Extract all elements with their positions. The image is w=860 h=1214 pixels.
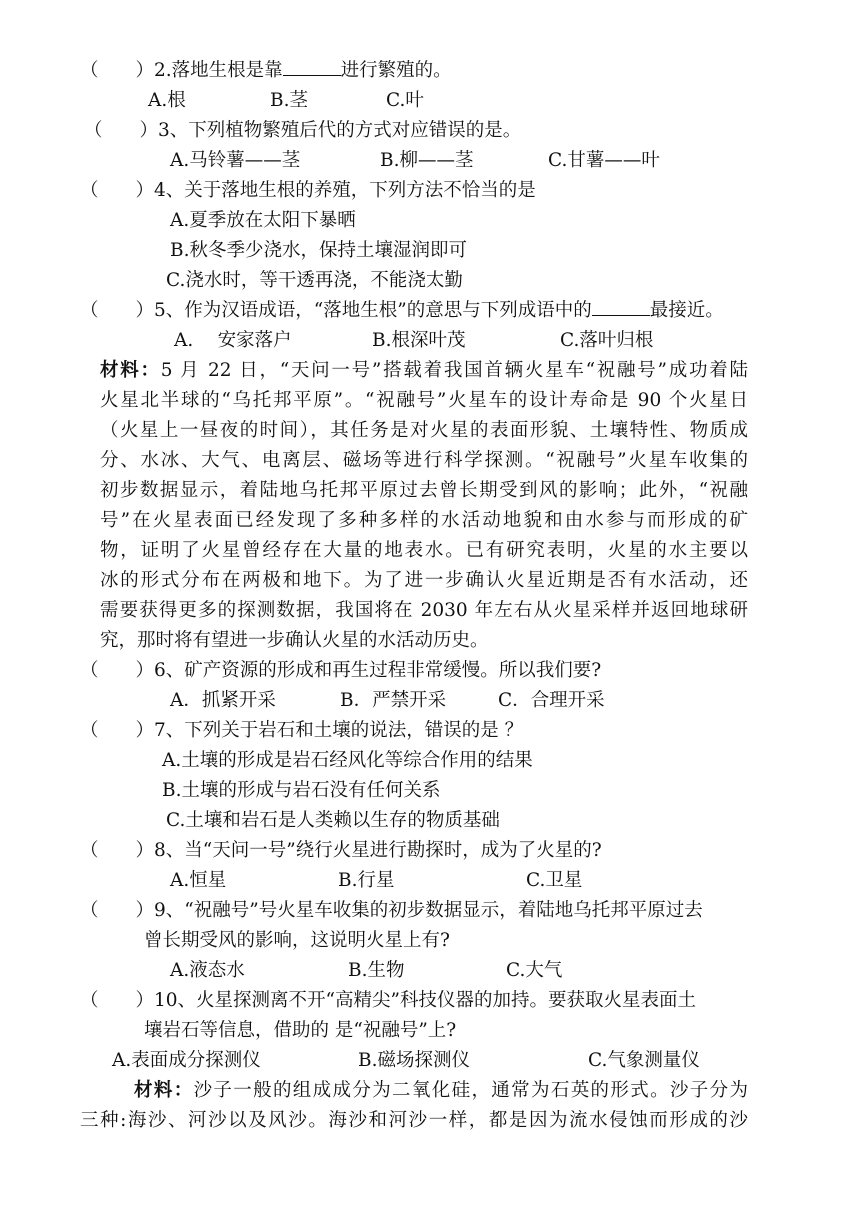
answer-paren: （ ） <box>80 60 155 81</box>
option-b: B.茎 <box>270 90 308 111</box>
question-stem: 10、火星探测离不开“高精尖”科技仪器的加持。要获取火星表面土 <box>154 990 696 1011</box>
material-1-line-9: 需要获得更多的探测数据，我国将在 2030 年左右从火星采样并返回地球研 <box>100 600 748 621</box>
material-1-line-1 <box>100 356 748 386</box>
option-c: C.卫星 <box>526 870 583 891</box>
option-b: B.土壤的形成与岩石没有任何关系 <box>162 780 441 801</box>
material-2-line-1 <box>134 1076 748 1106</box>
question-stem: 7、下列关于岩石和土壤的说法，错误的是 ？ <box>154 720 524 741</box>
option-b: B.磁场探测仪 <box>358 1050 470 1071</box>
question-stem: 9、“祝融号”号火星车收集的初步数据显示，着陆地乌托邦平原过去 <box>154 900 703 921</box>
option-a: A.根 <box>148 90 186 111</box>
option-b: B.行星 <box>338 870 395 891</box>
option-a: A.夏季放在太阳下暴晒 <box>170 210 356 231</box>
option-c: C.大气 <box>506 960 563 981</box>
material-1-line-4: 分、水冰、大气、电离层、磁场等进行科学探测。“祝融号”火星车收集的 <box>100 450 748 471</box>
option-a: A.表面成分探测仪 <box>112 1050 261 1071</box>
material-1-line-2: 火星北半球的“乌托邦平原”。“祝融号”火星车的设计寿命是 90 个火星日 <box>100 390 748 411</box>
answer-paren: （ ） <box>80 900 155 921</box>
option-c: C.甘薯——叶 <box>548 150 660 171</box>
answer-paren: （ ） <box>80 840 155 861</box>
question-3 <box>84 116 521 146</box>
option-c: C.浇水时，等干透再浇，不能浇太勤 <box>166 270 463 291</box>
question-9 <box>80 896 703 926</box>
option-c: C．合理开采 <box>498 690 605 711</box>
answer-paren: （ ） <box>80 720 155 741</box>
question-7 <box>80 716 523 746</box>
option-a: A.恒星 <box>170 870 227 891</box>
option-a: A.马铃薯——茎 <box>170 150 301 171</box>
material-label: 材料： <box>100 360 161 381</box>
option-c: C.落叶归根 <box>560 330 654 351</box>
question-stem: 3、下列植物繁殖后代的方式对应错误的是。 <box>158 120 522 141</box>
material-1-line-6: 号”在火星表面已经发现了多种多样的水活动地貌和由水参与而形成的矿 <box>100 510 748 531</box>
question-stem: 2.落地生根是靠 <box>154 60 283 81</box>
option-b: B．严禁开采 <box>340 690 447 711</box>
material-1-line-5: 初步数据显示，着陆地乌托邦平原过去曾长期受到风的影响；此外，“祝融 <box>100 480 748 501</box>
answer-paren: （ ） <box>80 660 155 681</box>
material-text: 5 月 22 日，“天问一号”搭载着我国首辆火星车“祝融号”成功着陆 <box>160 360 748 381</box>
option-a: A．抓紧开采 <box>170 690 276 711</box>
question-8 <box>80 836 602 866</box>
material-1-line-3: （火星上一昼夜的时间），其任务是对火星的表面形貌、土壤特性、物质成 <box>100 420 748 441</box>
option-a: A.土壤的形成是岩石经风化等综合作用的结果 <box>162 750 533 771</box>
question-stem: 5、作为汉语成语，“落地生根”的意思与下列成语中的 <box>154 300 592 321</box>
option-b: B.根深叶茂 <box>372 330 466 351</box>
question-4 <box>80 176 536 206</box>
material-1-line-7: 物，证明了火星曾经存在大量的地表水。已有研究表明，火星的水主要以 <box>100 540 748 561</box>
option-b: B.柳——茎 <box>380 150 474 171</box>
option-c: C.土壤和岩石是人类赖以生存的物质基础 <box>166 810 500 831</box>
answer-paren: （ ） <box>80 300 155 321</box>
question-2 <box>80 56 452 86</box>
question-9-continued: 曾长期受风的影响，这说明火星上有? <box>144 930 450 951</box>
material-label: 材料： <box>134 1080 194 1101</box>
question-stem-tail: 进行繁殖的。 <box>340 60 452 81</box>
material-1-line-8: 冰的形式分布在两极和地下。为了进一步确认火星近期是否有水活动，还 <box>100 570 748 591</box>
option-c: C.叶 <box>386 90 424 111</box>
question-stem: 6、矿产资源的形成和再生过程非常缓慢。所以我们要? <box>154 660 602 681</box>
answer-paren: （ ） <box>80 180 155 201</box>
question-10-continued: 壤岩石等信息，借助的 是“祝融号”上? <box>144 1020 457 1041</box>
material-2-line-2: 三种:海沙、河沙以及风沙。海沙和河沙一样，都是因为流水侵蚀而形成的沙 <box>80 1110 748 1131</box>
option-b: B.生物 <box>348 960 405 981</box>
answer-blank <box>283 57 341 76</box>
answer-paren: （ ） <box>80 990 155 1011</box>
answer-blank <box>592 297 650 316</box>
question-stem-tail: 最接近。 <box>649 300 724 321</box>
answer-paren: （ ） <box>84 120 159 141</box>
option-c: C.气象测量仪 <box>588 1050 700 1071</box>
option-a: A. 安家落户 <box>174 330 292 351</box>
material-1-line-10: 究，那时将有望进一步确认火星的水活动历史。 <box>100 630 489 651</box>
question-10 <box>80 986 696 1016</box>
material-text: 沙子一般的组成成分为二氧化硅，通常为石英的形式。沙子分为 <box>193 1080 748 1101</box>
question-6 <box>80 656 601 686</box>
question-stem: 4、关于落地生根的养殖，下列方法不恰当的是 <box>154 180 536 201</box>
question-5 <box>80 296 724 326</box>
question-stem: 8、当“天问一号”绕行火星进行勘探时，成为了火星的? <box>154 840 602 861</box>
option-a: A.液态水 <box>170 960 245 981</box>
option-b: B.秋冬季少浇水，保持土壤湿润即可 <box>170 240 467 261</box>
